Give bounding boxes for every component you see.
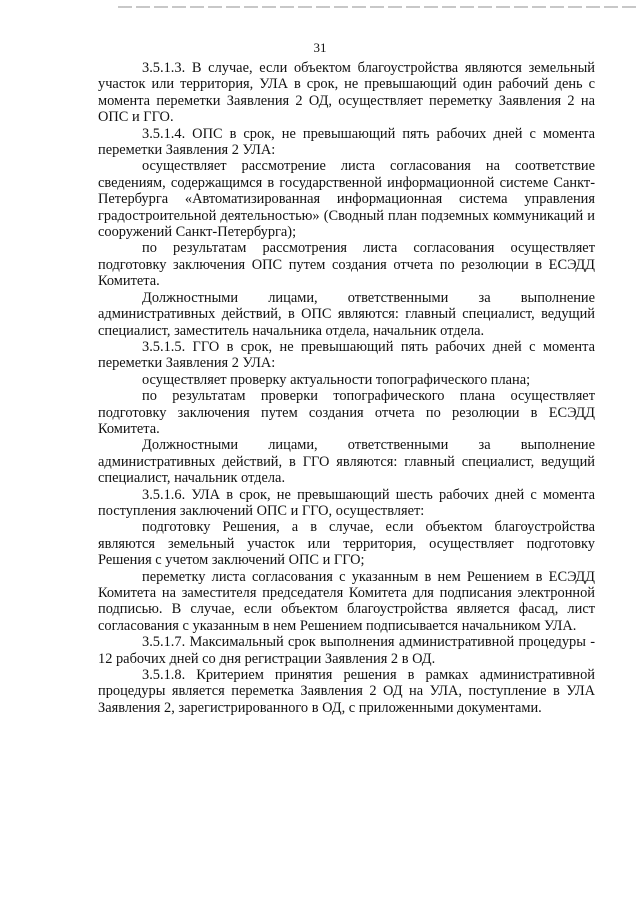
paragraph-decision-prep: подготовку Решения, а в случае, если объектом благоустройства являются земельный участок или территория, осуществляет подготовку Решения с учетом заключений ОПС и ГГО; (98, 519, 595, 569)
paragraph-ops-review: осуществляет рассмотрение листа согласования на соответствие сведениям, содержащимся в государственной информационной системе Санкт-Петербурга «Автоматизированная информационная система управления градостроительной деятельностью» (Сводный план подземных коммуникаций и сооружений Санкт-Петербурга); (98, 158, 595, 241)
paragraph-ops-conclusion: по результатам рассмотрения листа согласования осуществляет подготовку заключения ОПС путем создания отчета по резолюции в ЕСЭДД Комитета. (98, 240, 595, 290)
paragraph-3-5-1-5: 3.5.1.5. ГГО в срок, не превышающий пять рабочих дней с момента переметки Заявления 2 УЛА: (98, 338, 595, 372)
paragraph-ggo-check: осуществляет проверку актуальности топографического плана; (142, 371, 531, 388)
paragraph-ops-officials: Должностными лицами, ответственными за выполнение административных действий, в ОПС являются: главный специалист, ведущий специалист, заместитель начальника отдела, начальник отдела. (98, 289, 595, 339)
paragraph-ggo-conclusion: по результатам проверки топографического плана осуществляет подготовку заключения путем создания отчета по резолюции в ЕСЭДД Комитета. (98, 388, 595, 437)
document-body (98, 60, 595, 716)
scan-top-edge (118, 6, 640, 8)
paragraph-3-5-1-3: 3.5.1.3. В случае, если объектом благоустройства являются земельный участок или территория, УЛА в срок, не превышающий один рабочий день с момента переметки Заявления 2 ОД, осуществляет переметку Заявления 2 на ОПС и ГГО. (98, 60, 595, 126)
paragraph-3-5-1-7: 3.5.1.7. Максимальный срок выполнения административной процедуры - 12 рабочих дней со дня регистрации Заявления 2 в ОД. (98, 634, 595, 667)
paragraph-ggo-officials: Должностными лицами, ответственными за выполнение административных действий, в ГГО являются: главный специалист, ведущий специалист, начальник отдела. (98, 437, 595, 487)
paragraph-3-5-1-6: 3.5.1.6. УЛА в срок, не превышающий шесть рабочих дней с момента поступления заключений ОПС и ГГО, осуществляет: (98, 486, 595, 519)
paragraph-signing: переметку листа согласования с указанным в нем Решением в ЕСЭДД Комитета на заместителя председателя Комитета для подписания электронной подписью. В случае, если объектом благоустройства является фасад, лист согласования с указанным в нем Решением подписывается начальником УЛА. (98, 568, 595, 634)
page-number: 31 (313, 40, 327, 55)
paragraph-3-5-1-4: 3.5.1.4. ОПС в срок, не превышающий пять рабочих дней с момента переметки Заявления 2 УЛА: (98, 125, 595, 159)
paragraph-3-5-1-8: 3.5.1.8. Критерием принятия решения в рамках административной процедуры является переметка Заявления 2 ОД на УЛА, поступление в УЛА Заявления 2, зарегистрированного в ОД, с приложенными документами. (98, 667, 595, 716)
